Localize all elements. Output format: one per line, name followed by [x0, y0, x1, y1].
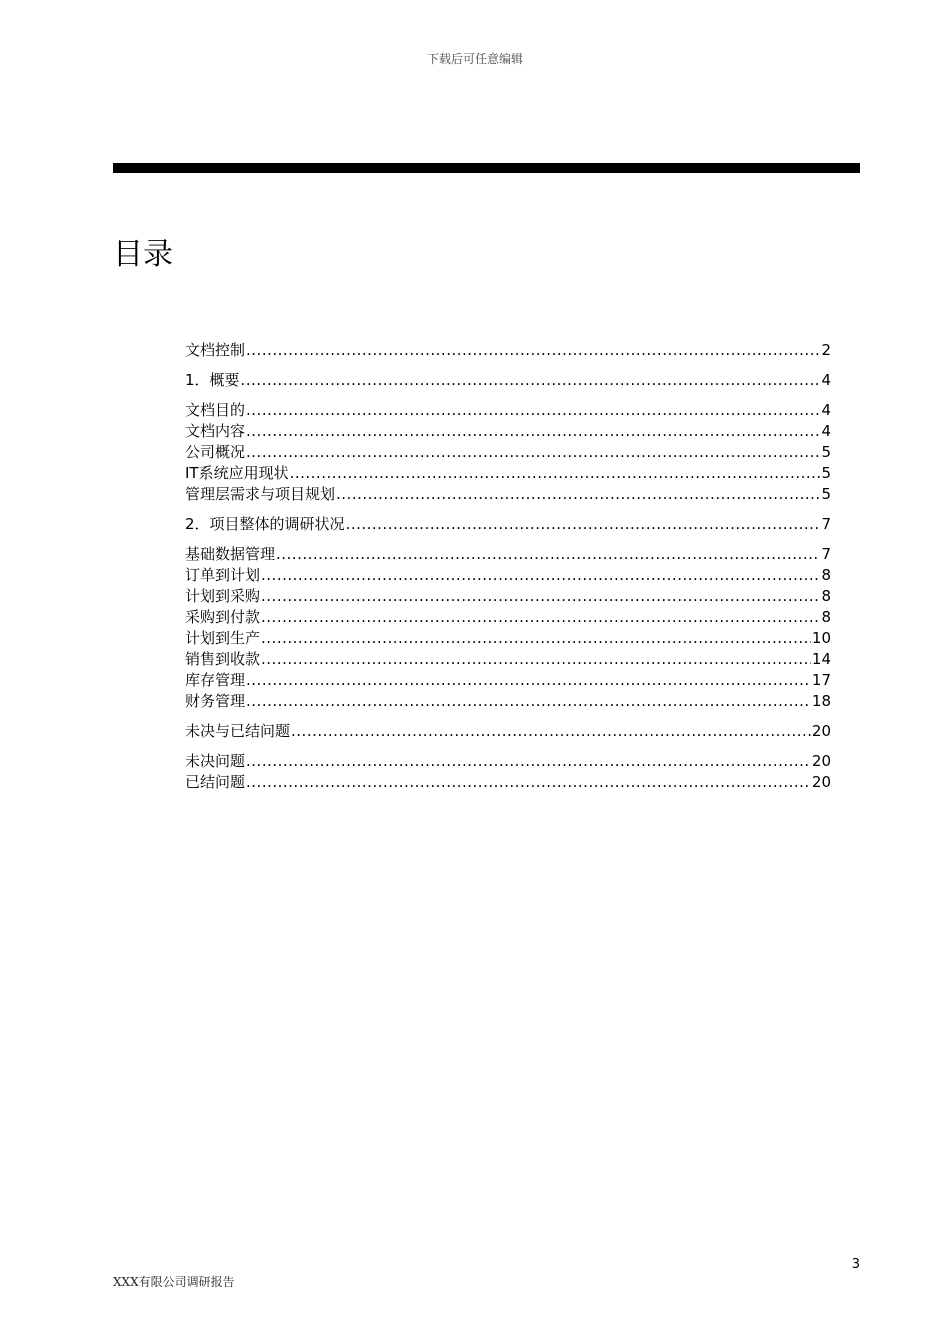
toc-entry-label: 库存管理 — [185, 671, 246, 689]
toc-entry[interactable] — [185, 340, 831, 361]
toc-entry-page: 10 — [811, 629, 831, 647]
toc-entry-label: 未决问题 — [185, 752, 246, 770]
toc-entry-page: 18 — [811, 692, 831, 710]
toc-dot-leader — [346, 514, 821, 535]
toc-entry-page: 5 — [821, 464, 831, 482]
toc-entry-label: 计划到生产 — [185, 629, 261, 647]
toc-entry[interactable] — [185, 370, 831, 391]
toc-entry-label: 订单到计划 — [185, 566, 261, 584]
toc-dot-leader — [290, 463, 821, 484]
toc-dot-leader — [246, 772, 811, 793]
toc-entry-page: 20 — [811, 722, 831, 740]
toc-entry-page: 4 — [821, 371, 831, 389]
toc-entry[interactable] — [185, 463, 831, 484]
toc-entry-label: 管理层需求与项目规划 — [185, 485, 336, 503]
toc-entry-page: 5 — [821, 485, 831, 503]
toc-title: 目录 — [113, 237, 173, 273]
toc-entry[interactable] — [185, 628, 831, 649]
toc-dot-leader — [261, 565, 820, 586]
toc-entry[interactable] — [185, 649, 831, 670]
toc-entry-label: 销售到收款 — [185, 650, 261, 668]
toc-entry[interactable] — [185, 670, 831, 691]
toc-entry-label: 文档内容 — [185, 422, 246, 440]
toc-entry-label: 文档目的 — [185, 401, 246, 419]
toc-entry[interactable] — [185, 544, 831, 565]
toc-entry[interactable] — [185, 586, 831, 607]
toc-dot-leader — [241, 370, 821, 391]
toc-entry-page: 8 — [821, 587, 831, 605]
toc-entry-page: 2 — [821, 341, 831, 359]
toc-entry-page: 17 — [811, 671, 831, 689]
toc-entry[interactable] — [185, 442, 831, 463]
toc-entry-page: 7 — [821, 545, 831, 563]
toc-dot-leader — [246, 400, 820, 421]
toc-dot-leader — [261, 628, 811, 649]
toc-entry-label: 基础数据管理 — [185, 545, 276, 563]
toc-dot-leader — [276, 544, 820, 565]
toc-entry-label: 公司概况 — [185, 443, 246, 461]
toc-entry[interactable] — [185, 691, 831, 712]
toc-dot-leader — [246, 442, 820, 463]
toc-entry[interactable] — [185, 607, 831, 628]
toc-entry[interactable] — [185, 751, 831, 772]
toc-dot-leader — [261, 607, 820, 628]
toc-entry-label: 1．概要 — [185, 371, 240, 389]
toc-dot-leader — [261, 586, 820, 607]
toc-entry-page: 8 — [821, 608, 831, 626]
toc-entry[interactable] — [185, 514, 831, 535]
toc-entry[interactable] — [185, 400, 831, 421]
toc-dot-leader — [246, 691, 811, 712]
toc-entry-label: 采购到付款 — [185, 608, 261, 626]
toc-dot-leader — [291, 721, 811, 742]
toc-entry-page: 8 — [821, 566, 831, 584]
toc-entry[interactable] — [185, 421, 831, 442]
toc-entry-label: 已结问题 — [185, 773, 246, 791]
toc-dot-leader — [246, 340, 820, 361]
toc-entry[interactable] — [185, 721, 831, 742]
top-rule-divider — [113, 163, 860, 173]
toc-entry-page: 20 — [811, 752, 831, 770]
toc-dot-leader — [246, 670, 811, 691]
toc-entry-label: 文档控制 — [185, 341, 246, 359]
toc-entry-label: 未决与已结问题 — [185, 722, 291, 740]
toc-dot-leader — [261, 649, 811, 670]
page-footer: XXX有限公司调研报告 — [113, 1275, 235, 1289]
toc-entry-page: 5 — [821, 443, 831, 461]
toc-entry[interactable] — [185, 484, 831, 505]
toc-entry-page: 7 — [821, 515, 831, 533]
toc-entry-label: 财务管理 — [185, 692, 246, 710]
toc-entry-page: 4 — [821, 422, 831, 440]
toc-dot-leader — [246, 751, 811, 772]
toc-entry-label: IT系统应用现状 — [185, 464, 289, 482]
table-of-contents — [185, 340, 831, 793]
page-number: 3 — [851, 1257, 860, 1272]
toc-entry[interactable] — [185, 772, 831, 793]
toc-entry-page: 14 — [811, 650, 831, 668]
toc-dot-leader — [246, 421, 820, 442]
toc-entry-label: 2．项目整体的调研状况 — [185, 515, 345, 533]
page-header: 下载后可任意编辑 — [426, 52, 523, 66]
toc-entry[interactable] — [185, 565, 831, 586]
toc-entry-page: 20 — [811, 773, 831, 791]
toc-entry-label: 计划到采购 — [185, 587, 261, 605]
toc-entry-page: 4 — [821, 401, 831, 419]
toc-dot-leader — [336, 484, 820, 505]
